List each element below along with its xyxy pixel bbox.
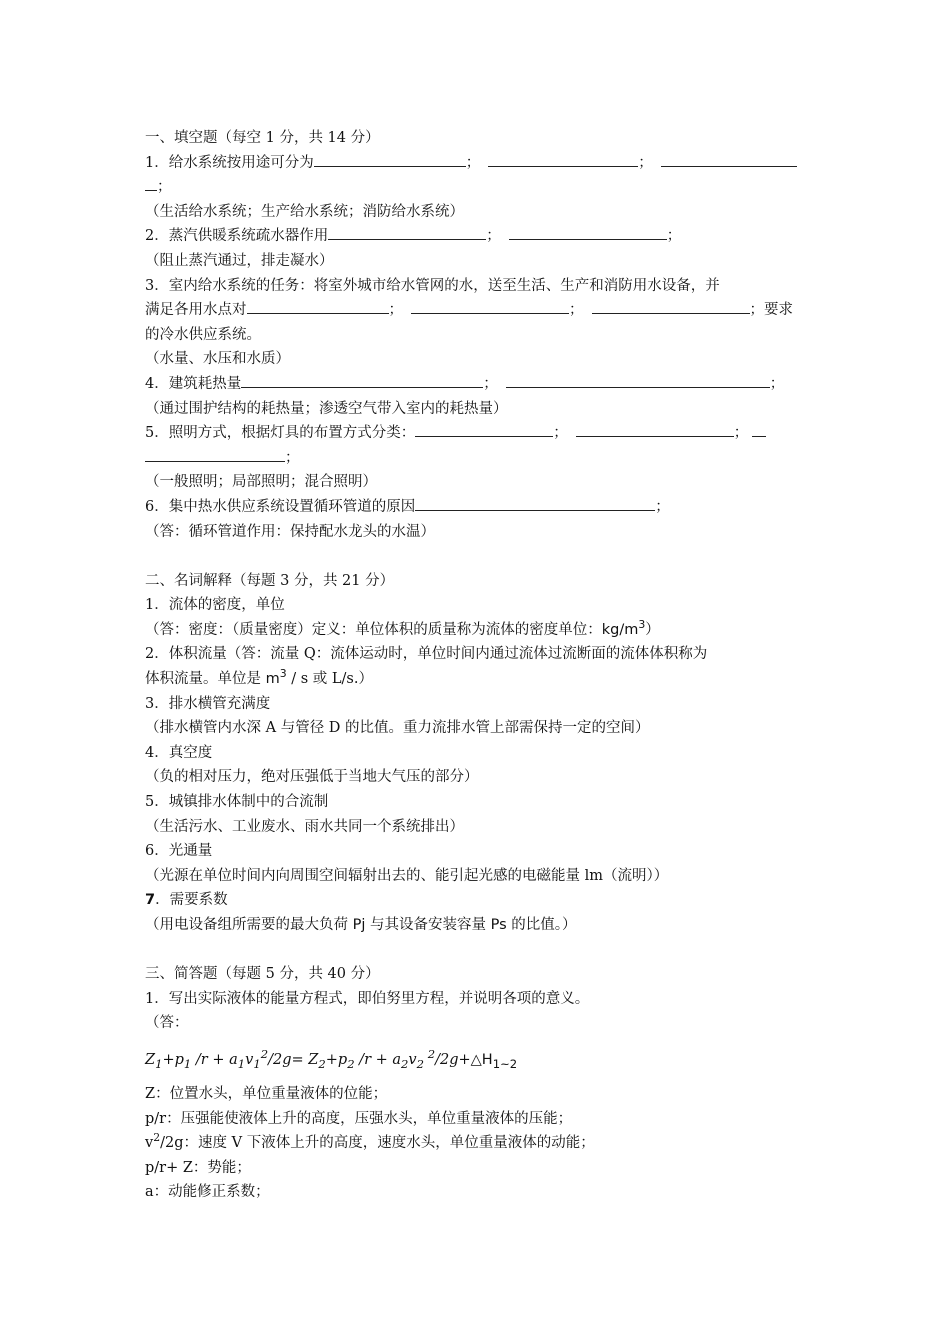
answer: （排水横管内水深 A 与管径 D 的比值。重力流排水管上部需保持一定的空间）: [145, 720, 650, 737]
answer: （阻止蒸汽通过，排走凝水）: [145, 252, 334, 269]
answer-blank[interactable]: [576, 421, 734, 437]
answer: （负的相对压力，绝对压强低于当地大气压的部分）: [145, 769, 479, 786]
answer: （通过围护结构的耗热量；渗透空气带入室内的耗热量）: [145, 400, 508, 417]
question: 1．流体的密度，单位: [145, 597, 285, 614]
answer: （答：密度：（质量密度）定义：单位体积的质量称为流体的密度单位：$kg/m^3$）: [145, 618, 660, 638]
question: 满足各用水点对 ； ； ；要求: [145, 298, 810, 323]
document-page: [145, 126, 810, 1205]
question: ；: [145, 175, 810, 200]
question: 2．蒸汽供暖系统疏水器作用 ； ；: [145, 224, 810, 249]
question: 体积流量。单位是 $m^3$ / s 或 L/s.）: [145, 667, 373, 688]
question: 6．光通量: [145, 843, 213, 860]
answer-blank[interactable]: [661, 151, 797, 167]
answer-blank[interactable]: [592, 298, 750, 314]
answer-blank[interactable]: [411, 298, 569, 314]
question: ；: [145, 446, 810, 471]
answer-blank[interactable]: [509, 224, 667, 240]
term-definition: p/r：压强能使液体上升的高度，压强水头，单位重量液体的压能；: [145, 1110, 573, 1127]
answer: （光源在单位时间内向周围空间辐射出去的、能引起光感的电磁能量 lm（流明））: [145, 867, 669, 884]
bernoulli-formula: $Z_1+p_1$ $/r + a_1v_1^2/2g= Z_2+p_2$ $/r + a_2v_2$ $^2/2g+\triangle H_{1\sim 2}$: [145, 1047, 518, 1071]
answer-blank[interactable]: [247, 298, 389, 314]
answer-blank[interactable]: [328, 224, 486, 240]
question: 4．真空度: [145, 744, 213, 761]
answer: （一般照明；局部照明；混合照明）: [145, 474, 377, 491]
question: 的冷水供应系统。: [145, 326, 261, 343]
answer: （生活给水系统；生产给水系统；消防给水系统）: [145, 203, 464, 220]
answer-blank[interactable]: [506, 372, 770, 388]
question: 7．需要系数: [145, 892, 228, 909]
section-title: 三、简答题（每题 5 分，共 40 分）: [145, 966, 380, 983]
term-definition: p/r+ Z：势能；: [145, 1159, 251, 1176]
answer: （用电设备组所需要的最大负荷 Pj 与其设备安装容量 Ps 的比值。）: [145, 917, 577, 933]
term-definition: a：动能修正系数；: [145, 1184, 270, 1201]
section-title: 二、名词解释（每题 3 分，共 21 分）: [145, 572, 395, 589]
answer: （水量、水压和水质）: [145, 351, 290, 368]
answer: （答：循环管道作用：保持配水龙头的水温）: [145, 523, 435, 540]
question: 1．给水系统按用途可分为 ； ；: [145, 151, 810, 176]
answer-blank[interactable]: [314, 151, 466, 167]
answer: （生活污水、工业废水、雨水共同一个系统排出）: [145, 818, 464, 835]
answer-blank[interactable]: [145, 446, 285, 462]
question: 1．写出实际液体的能量方程式，即伯努里方程，并说明各项的意义。: [145, 990, 590, 1007]
question: 5．照明方式，根据灯具的布置方式分类： ； ；: [145, 421, 810, 446]
question: 3．室内给水系统的任务：将室外城市给水管网的水，送至生活、生产和消防用水设备，并: [145, 277, 720, 294]
question: 2．体积流量（答：流量 Q：流体运动时，单位时间内通过流体过流断面的流体体积称为: [145, 646, 708, 663]
answer: （答：: [145, 1015, 189, 1032]
question: 4．建筑耗热量 ； ；: [145, 372, 810, 397]
question: 5．城镇排水体制中的合流制: [145, 794, 329, 811]
answer-blank[interactable]: [752, 421, 766, 437]
question: 3．排水横管充满度: [145, 695, 271, 712]
section-title: 一、填空题（每空 1 分，共 14 分）: [145, 130, 380, 146]
answer-blank[interactable]: [415, 495, 655, 511]
answer-blank[interactable]: [145, 175, 157, 191]
question: 6．集中热水供应系统设置循环管道的原因 ；: [145, 495, 810, 520]
term-definition: $v^2/2g$：速度 V 下液体上升的高度，速度水头，单位重量液体的动能；: [145, 1131, 595, 1152]
answer-blank[interactable]: [241, 372, 483, 388]
answer-blank[interactable]: [415, 421, 553, 437]
answer-blank[interactable]: [488, 151, 638, 167]
term-definition: Z：位置水头，单位重量液体的位能；: [145, 1085, 388, 1102]
